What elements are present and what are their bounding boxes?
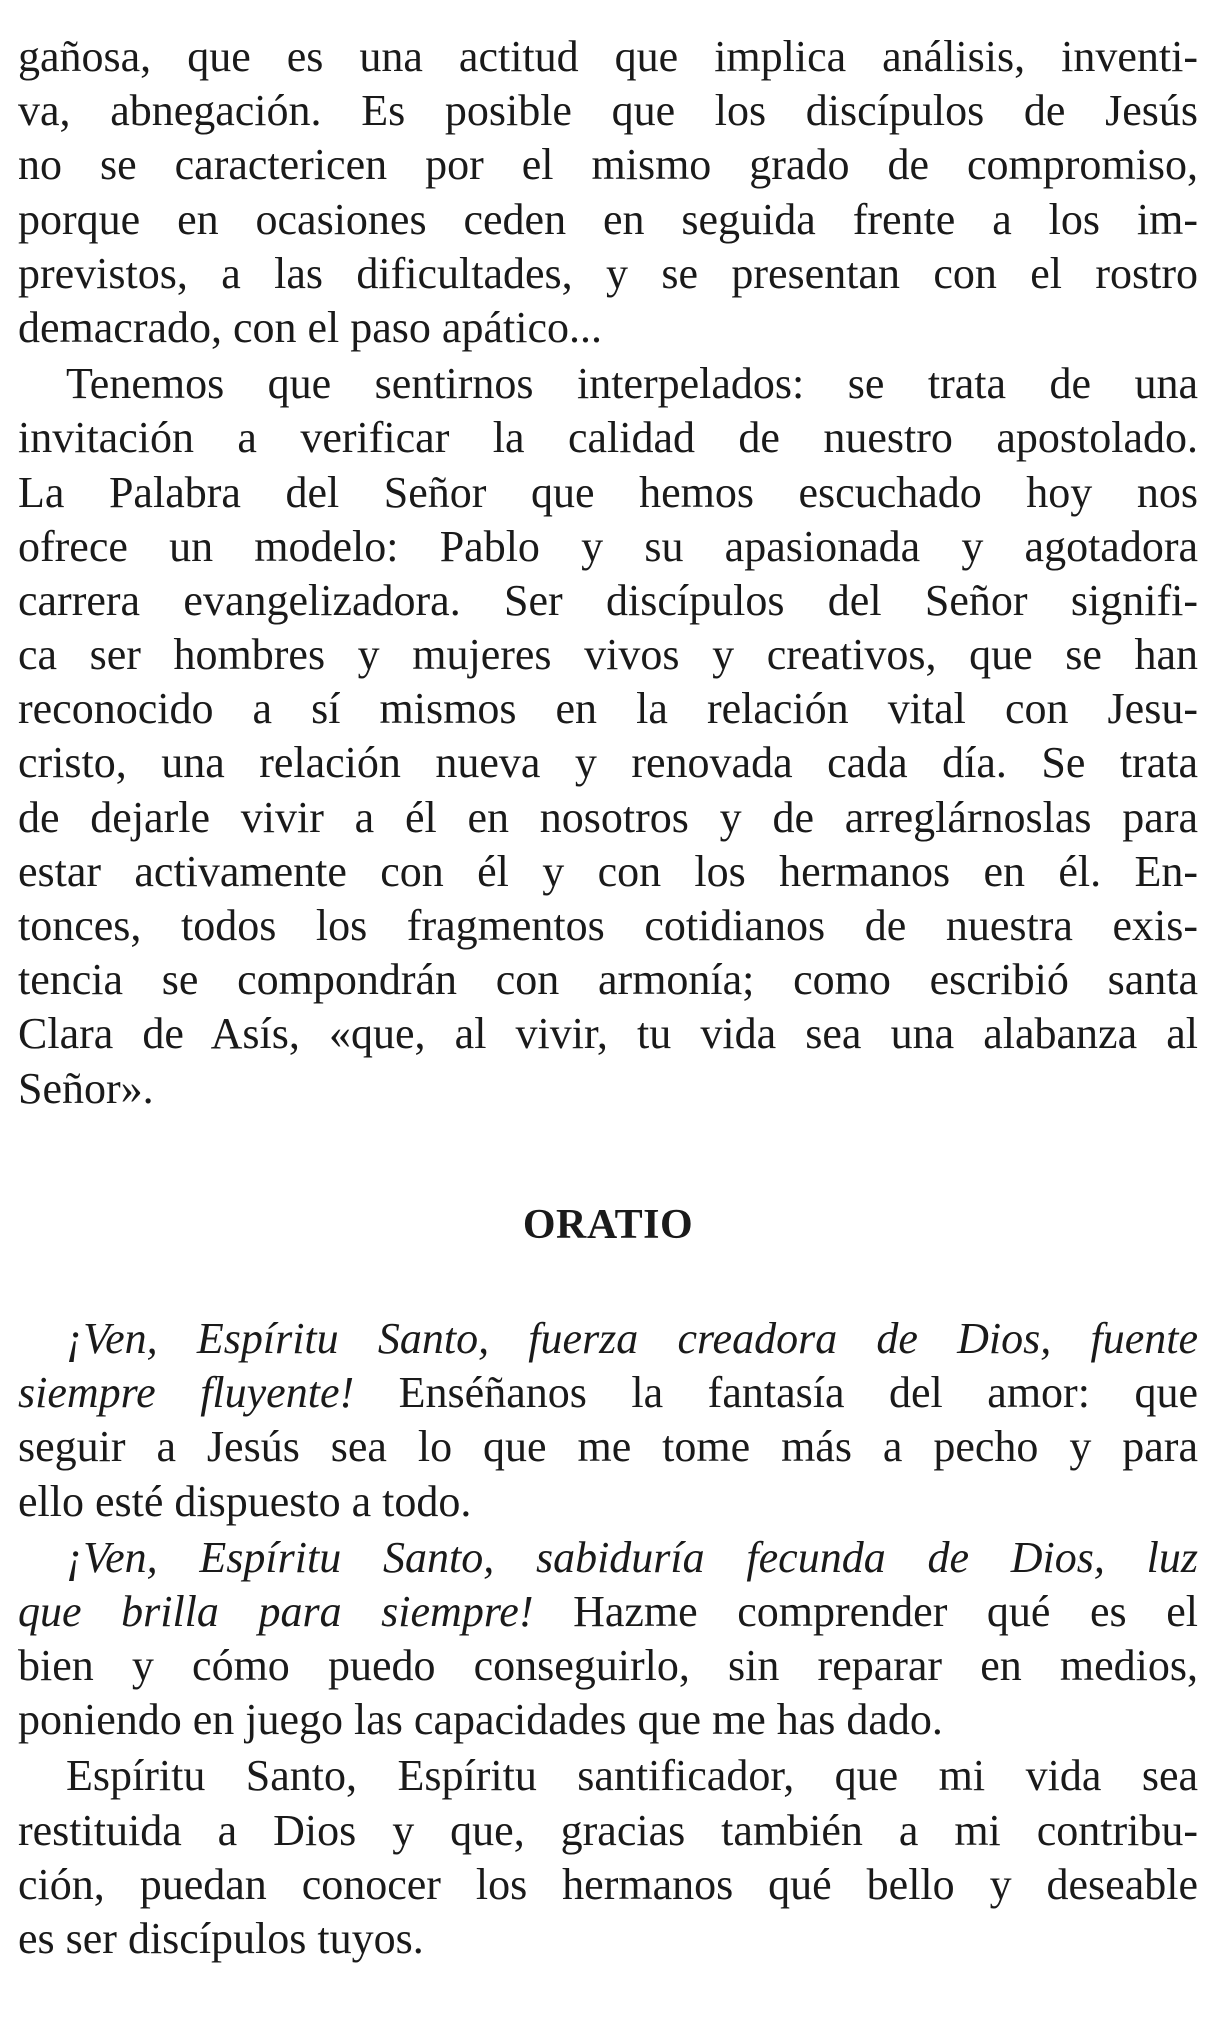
text-line xyxy=(18,1366,1198,1420)
paragraph xyxy=(18,30,1198,355)
invocation-text: ¡Ven, Espíritu Santo, fuerza creadora de Dios, fuente xyxy=(66,1313,1198,1363)
text-line: ello esté dispuesto a todo. xyxy=(18,1476,472,1526)
text-line: demacrado, con el paso apático... xyxy=(18,302,602,352)
text-line: tencia se compondrán con armonía; como escribió santa xyxy=(18,955,1198,1005)
text-line: Espíritu Santo, Espíritu santificador, que mi vida sea xyxy=(66,1751,1198,1801)
text-line: Tenemos que sentirnos interpelados: se trata de una xyxy=(66,359,1198,409)
text-line: invitación a verificar la calidad de nuestro apostolado. xyxy=(18,413,1198,463)
text-line: restituida a Dios y que, gracias también a mi contribu- xyxy=(18,1805,1198,1855)
prayer-text: Enséñanos la fantasía del amor: que xyxy=(354,1368,1198,1418)
text-line: Clara de Asís, «que, al vivir, tu vida sea una alabanza al xyxy=(18,1009,1198,1059)
invocation-text: que brilla para siempre! xyxy=(18,1586,534,1636)
invocation-text: siempre fluyente! xyxy=(18,1368,355,1418)
text-line xyxy=(18,1531,1198,1585)
text-line: va, abnegación. Es posible que los discípulos de Jesús xyxy=(18,86,1198,136)
text-line: reconocido a sí mismos en la relación vital con Jesu- xyxy=(18,684,1198,734)
text-line: porque en ocasiones ceden en seguida frente a los im- xyxy=(18,194,1198,244)
prayer-paragraph xyxy=(18,1531,1198,1748)
invocation-text: ¡Ven, Espíritu Santo, sabiduría fecunda de Dios, luz xyxy=(66,1532,1198,1582)
text-line: tonces, todos los fragmentos cotidianos de nuestra exis- xyxy=(18,901,1198,950)
text-line: seguir a Jesús sea lo que me tome más a pecho y para xyxy=(18,1422,1198,1472)
document-page xyxy=(18,30,1198,1966)
section-heading: ORATIO xyxy=(522,1201,694,1248)
text-line: carrera evangelizadora. Ser discípulos del Señor signifi- xyxy=(18,575,1198,625)
text-line xyxy=(18,1312,1198,1366)
text-line: no se caractericen por el mismo grado de compromiso, xyxy=(18,140,1198,190)
prayer-paragraph xyxy=(18,1312,1198,1529)
text-line xyxy=(18,1585,1198,1639)
text-line: poniendo en juego las capacidades que me has dado. xyxy=(18,1695,943,1745)
text-line: bien y cómo puedo conseguirlo, sin reparar en medios, xyxy=(18,1641,1198,1691)
prayer-paragraph xyxy=(18,1749,1198,1966)
paragraph xyxy=(18,357,1198,1116)
text-line: previstos, a las dificultades, y se presentan con el rostro xyxy=(18,248,1198,298)
text-line: ción, puedan conocer los hermanos qué bello y deseable xyxy=(18,1859,1198,1909)
text-line: La Palabra del Señor que hemos escuchado hoy nos xyxy=(18,467,1198,517)
prayer-text: Hazme comprender qué es el xyxy=(533,1586,1199,1636)
text-line: Señor». xyxy=(18,1063,154,1113)
text-line: gañosa, que es una actitud que implica análisis, inventi- xyxy=(18,32,1198,81)
text-line: ofrece un modelo: Pablo y su apasionada y agotadora xyxy=(18,521,1198,571)
text-line: ca ser hombres y mujeres vivos y creativos, que se han xyxy=(18,630,1198,680)
text-line: es ser discípulos tuyos. xyxy=(18,1914,424,1963)
text-line: de dejarle vivir a él en nosotros y de arreglárnoslas para xyxy=(18,792,1198,842)
text-line: estar activamente con él y con los hermanos en él. En- xyxy=(18,846,1198,896)
text-line: cristo, una relación nueva y renovada cada día. Se trata xyxy=(18,738,1198,788)
